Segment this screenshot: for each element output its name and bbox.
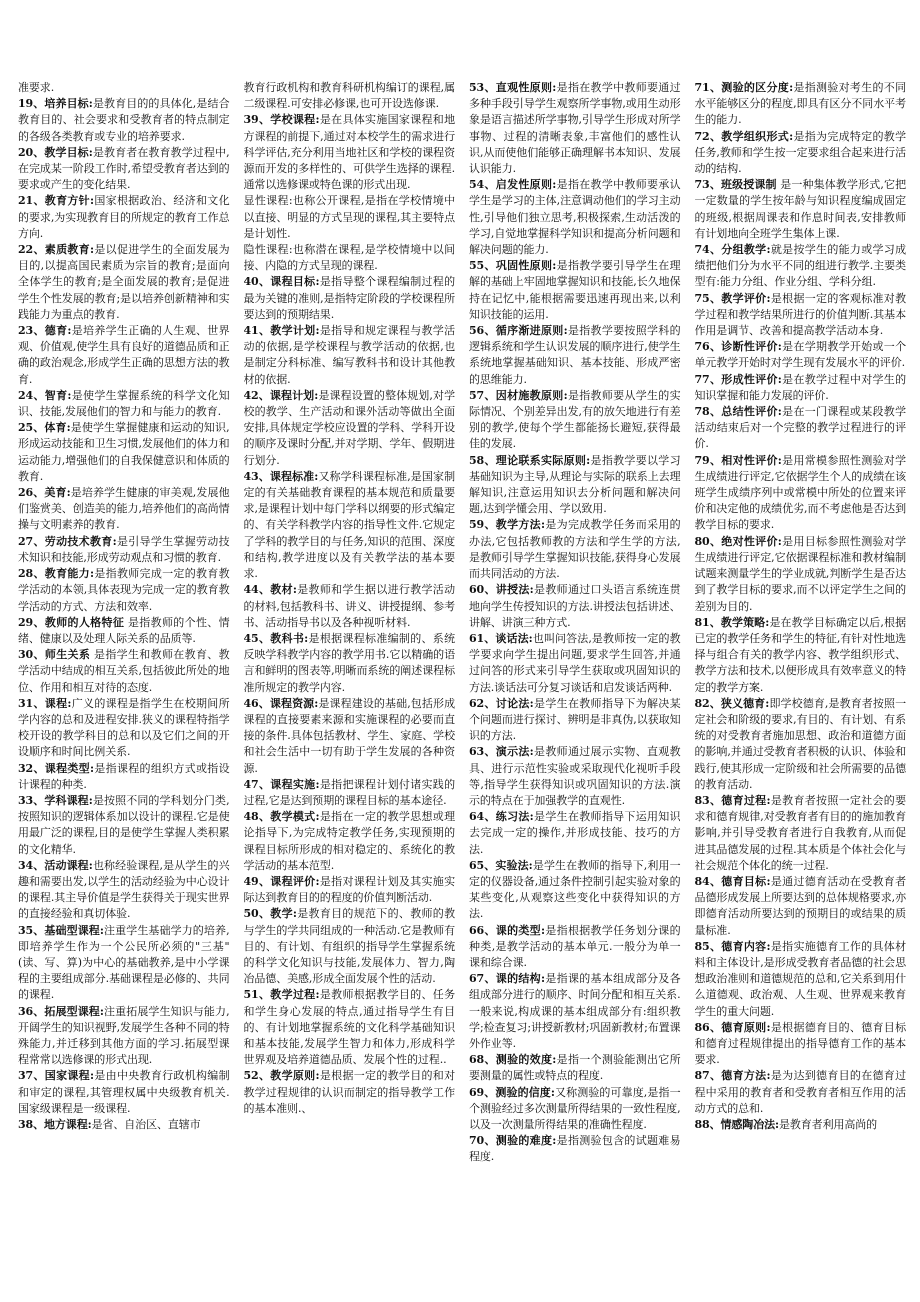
glossary-definition: 是教育者利用高尚的	[778, 1118, 878, 1131]
glossary-entry	[469, 517, 681, 582]
glossary-term: 44、教材:	[243, 583, 297, 597]
glossary-entry	[18, 793, 230, 858]
glossary-term: 30、师生关系	[18, 648, 91, 662]
glossary-entry	[469, 1052, 681, 1084]
glossary-entry	[18, 858, 230, 923]
glossary-term: 64、练习法:	[469, 810, 534, 824]
text-column-2	[244, 80, 456, 1292]
glossary-entry	[469, 971, 681, 1052]
glossary-term: 54、启发性原则:	[469, 178, 557, 192]
glossary-definition: 是指实施德育工作的具体材料和主体设计,是形成受教育者品德的社会思想政治准则和道德规范的总和,它关系到用什么道德观、政治观、人生观、世界观来教育学生的重大问题.	[694, 939, 906, 1018]
glossary-term: 83、德育过程:	[694, 793, 771, 807]
glossary-entry	[244, 874, 456, 906]
glossary-term: 32、课程类型:	[18, 761, 94, 775]
glossary-term: 85、德育内容:	[694, 939, 771, 953]
glossary-definition: 是学生在教师的指导下,利用一定的仪器设备,通过条件控制引起实验对象的某些变化,从观察这些变化中获得知识的方法.	[469, 858, 681, 921]
glossary-definition: 是用常模参照性测验对学生成绩进行评定,它依据学生个人的成绩在该班学生成绩序列中或常模中所处的位置来评价和决定他的成绩优劣,而不考虑他是否达到教学目标的要求.	[694, 453, 906, 532]
glossary-entry	[18, 923, 230, 1004]
glossary-entry	[244, 631, 456, 696]
glossary-term: 61、谈话法:	[469, 631, 533, 645]
glossary-definition: 是指教师要从学生的实际情况、个别差异出发,有的放矢地进行有差别的教学,使每个学生都能扬长避短,获得最佳的发展.	[469, 388, 681, 451]
glossary-term: 88、情感陶冶法:	[694, 1118, 779, 1131]
glossary-entry	[244, 987, 456, 1068]
glossary-term: 52、教学原则:	[243, 1069, 320, 1083]
glossary-definition: 是根据德育目的、德育目标和德育过程规律提出的指导德育工作的基本要求.	[694, 1020, 906, 1067]
glossary-entry	[18, 388, 230, 420]
glossary-term: 74、分组教学:	[694, 243, 771, 257]
glossary-entry	[695, 129, 907, 178]
glossary-definition: 是教育目的规范下的、教师的教与学生的学共同组成的一种活动.它是教师有目的、有计划、有组织的指导学生掌握系统的科学文化知识与技能,发展体力、智力,陶冶品德、美感,形成全面发展个性的活动.	[243, 907, 455, 986]
glossary-term: 62、讨论法:	[469, 696, 534, 710]
glossary-term: 80、绝对性评价:	[694, 534, 782, 548]
glossary-entry	[18, 1004, 230, 1069]
glossary-entry	[18, 242, 230, 323]
glossary-definition: 是根据一定的教学目的和对教学过程规律的认识而制定的指导教学工作的基本准则.、	[243, 1069, 455, 1115]
glossary-term: 38、地方课程:	[18, 1118, 92, 1131]
glossary-definition: 是在教学目标确定以后,根据已定的教学任务和学生的特征,有针对性地选择与组合有关的教学内容、教学组织形式、教学方法和技术,以便形成具有效率意义的特定的教学方案.	[694, 615, 906, 694]
glossary-definition: 是在具体实施国家课程和地方课程的前提下,通过对本校学生的需求进行科学评估,充分利用当地社区和学校的课程资源而开发的多样性的、可供学生选择的课程.通常以选修课或特色课的形式出现.	[243, 113, 455, 192]
glossary-definition: 就是按学生的能力或学习成绩把他们分为水平不同的组进行教学.主要类型有:能力分组、作业分组、学科分组.	[694, 243, 906, 289]
glossary-entry	[244, 696, 456, 777]
glossary-definition: 是指一个测验能测出它所要测量的属性或特点的程度.	[469, 1053, 681, 1083]
glossary-entry	[695, 696, 907, 793]
glossary-term: 70、测验的难度:	[469, 1134, 557, 1148]
glossary-entry	[695, 453, 907, 534]
glossary-term: 50、教学:	[243, 907, 297, 921]
glossary-entry	[244, 777, 456, 809]
glossary-definition: 国家根据政治、经济和文化的要求,为实现教育目的所规定的教育工作总方向.	[18, 194, 230, 240]
glossary-definition: 是根据课程标准编制的、系统反映学科教学内容的教学用书.它以精确的语言和鲜明的图表等,明晰而系统的阐述课程标准所规定的教学内容.	[243, 631, 455, 694]
glossary-entry	[695, 939, 907, 1020]
glossary-entry	[695, 80, 907, 129]
glossary-entry	[469, 858, 681, 923]
glossary-term: 58、理论联系实际原则:	[469, 453, 591, 467]
glossary-definition: 即学校德育,是教育者按照一定社会和阶级的要求,有目的、有计划、有系统的对受教育者施加思想、政治和道德方面的影响,并通过受教育者积极的认识、体验和践行,使其形成一定阶级和社会所需要的品德的教育活动.	[694, 696, 906, 791]
glossary-entry	[18, 566, 230, 615]
glossary-term: 47、课程实施:	[243, 777, 320, 791]
glossary-definition: 是为达到德育目的在德育过程中采用的教育者和受教育者相互作用的活动方式的总和.	[694, 1069, 906, 1115]
glossary-definition: 是教育者按照一定社会的要求和德育规律,对受教育者有目的的施加教育影响,并引导受教育者进行自我教育,从而促进其品德发展的过程.其本质是个体社会化与社会规范个体化的统一过程.	[694, 793, 906, 872]
glossary-definition: 是在一门课程或某段教学活动结束后对一个完整的教学过程进行的评价.	[694, 405, 906, 451]
glossary-entry	[469, 809, 681, 858]
glossary-definition: 是教育目的的具体化,是结合教育目的、社会要求和受教育者的特点制定的各级各类教育或专业的培养要求.	[18, 97, 230, 143]
glossary-definition: 是指为完成特定的教学任务,教师和学生按一定要求组合起来进行活动的结构.	[694, 129, 906, 176]
glossary-term: 82、狭义德育:	[694, 696, 770, 710]
glossary-entry	[244, 242, 456, 274]
glossary-term: 51、教学过程:	[243, 988, 320, 1002]
document-page	[18, 80, 906, 1292]
glossary-term: 40、课程目标:	[243, 275, 320, 289]
glossary-definition: 是使学生掌握系统的科学文化知识、技能,发展他们的智力和与能力的教育.	[18, 388, 230, 419]
glossary-entry	[469, 744, 681, 809]
glossary-entry	[469, 388, 681, 453]
glossary-definition: 注重拓展学生知识与能力,开阔学生的知识视野,发展学生各种不同的特殊能力,并迁移到其他方面的学习.拓展型课程常常以选修课的形式出现.	[18, 1004, 230, 1067]
glossary-term: 49、课程评价:	[243, 874, 320, 888]
glossary-definition: 也称经验课程,是从学生的兴趣和需要出发,以学生的活动经验为中心设计的课程.其主导价值是学生获得关于现实世界的直接经验和真切体验.	[18, 858, 230, 921]
glossary-term: 28、教育能力:	[18, 567, 94, 581]
glossary-entry	[18, 193, 230, 242]
glossary-entry	[469, 1085, 681, 1134]
glossary-entry	[469, 323, 681, 388]
glossary-term: 72、教学组织形式:	[694, 129, 794, 143]
glossary-entry	[244, 469, 456, 582]
glossary-term: 59、教学方法:	[469, 518, 545, 532]
glossary-term: 86、德育原则:	[694, 1020, 771, 1034]
glossary-term: 76、诊断性评价:	[694, 340, 782, 354]
glossary-definition: 是按照不同的学科划分门类,按照知识的逻辑体系加以设计的课程.它是使用最广泛的课程,目的是使学生掌握人类积累的文化精华.	[18, 793, 230, 856]
glossary-entry	[244, 80, 456, 112]
glossary-definition: 是通过德育活动在受教育者品德形成发展上所要达到的总体规格要求,亦即德育活动所要达到的预期目的或结果的质量标准.	[694, 874, 906, 937]
glossary-entry	[18, 696, 230, 761]
glossary-definition: 是培养学生正确的人生观、世界观、价值观,使学生具有良好的道德品质和正确的政治观念,形成学生正确的思想方法的教育.	[18, 324, 230, 386]
glossary-definition: 是指在教学中教师要通过多种手段引导学生观察所学事物,或用生动形象是语言描述所学事物,引导学生形成对所学事物、过程的清晰表象,丰富他们的感性认识,从而使他们能够正确理解书本知识、发展认识能力.	[469, 81, 681, 176]
glossary-definition: 隐性课程:也称潜在课程,是学校情境中以间接、内隐的方式呈现的课程.	[243, 243, 455, 273]
glossary-entry	[695, 615, 907, 696]
glossary-entry	[18, 761, 230, 793]
glossary-entry	[695, 793, 907, 874]
glossary-term: 75、教学评价:	[694, 291, 771, 305]
glossary-term: 81、教学策略:	[694, 615, 770, 629]
glossary-entry	[695, 339, 907, 371]
glossary-definition: 是一种集体教学形式,它把一定数量的学生按年龄与知识程度编成固定的班级,根据周课表和作息时间表,安排教师有计划地向全班学生集体上课.	[694, 178, 906, 240]
glossary-definition: 是教师通过展示实物、直观教具、进行示范性实验或采取现代化视听手段等,指导学生获得知识或巩固知识的方法.演示的特点在于加强教学的直观性.	[469, 745, 681, 807]
glossary-term: 41、教学计划:	[243, 324, 320, 338]
glossary-entry	[244, 193, 456, 242]
glossary-entry	[469, 177, 681, 258]
glossary-entry	[18, 96, 230, 145]
glossary-entry	[18, 1117, 230, 1133]
glossary-definition: 是培养学生健康的审美观,发展他们鉴赏美、创造美的能力,培养他们的高尚情操与文明素养的教育.	[18, 486, 230, 532]
glossary-entry	[469, 453, 681, 518]
glossary-entry	[244, 274, 456, 323]
glossary-definition: 是指根据教学任务划分课的种类,是教学活动的基本单元.一般分为单一课和综合课.	[469, 923, 681, 969]
glossary-entry	[695, 242, 907, 291]
glossary-term: 23、德育:	[18, 324, 72, 338]
glossary-term: 24、智育:	[18, 388, 72, 402]
glossary-definition: 是学生在教师指导下为解决某个问题而进行探讨、辨明是非真伪,以获取知识的方法.	[469, 696, 681, 743]
glossary-definition: 也叫问答法,是教师按一定的教学要求向学生提出问题,要求学生回答,并通过问答的形式来引导学生获取或巩固知识的方法.谈话法可分复习谈话和启发谈话两种.	[469, 631, 681, 694]
glossary-term: 60、讲授法:	[469, 583, 534, 597]
glossary-definition: 是根据一定的客观标准对教学过程和教学结果所进行的价值判断.其基本作用是调节、改善和提高教学活动本身.	[694, 291, 906, 338]
glossary-term: 48、教学模式:	[243, 810, 320, 824]
glossary-definition: 准要求.	[18, 81, 55, 94]
glossary-definition: 注重学生基础学力的培养,即培养学生作为一个公民所必须的"三基"(读、写、算)为中心的基础教养,是中小学课程的主要组成部分.基础课程是必修的、共同的课程.	[18, 923, 230, 1002]
glossary-definition: 是指教学要按照学科的逻辑系统和学生认识发展的顺序进行,使学生系统地掌握基础知识、基本技能、形成严密的思维能力.	[469, 324, 681, 386]
glossary-definition: 是指教师完成一定的教育教学活动的本领,具体表现为完成一定的教育教学活动的方式、方法和效率.	[18, 567, 230, 613]
glossary-entry	[695, 1020, 907, 1069]
glossary-term: 29、教师的人格特征	[18, 615, 125, 629]
glossary-term: 46、课程资源:	[243, 696, 319, 710]
glossary-entry	[469, 631, 681, 696]
glossary-entry	[469, 80, 681, 177]
glossary-term: 79、相对性评价:	[694, 453, 782, 467]
glossary-entry	[18, 1068, 230, 1117]
glossary-term: 53、直观性原则:	[469, 81, 557, 94]
glossary-entry	[695, 404, 907, 453]
glossary-term: 45、教科书:	[243, 631, 309, 645]
glossary-entry	[244, 809, 456, 874]
glossary-definition: 教育行政机构和教育科研机构编订的课程,属二级课程.可安排必修课,也可开设选修课.	[243, 81, 455, 111]
glossary-term: 84、德育目标:	[694, 874, 771, 888]
glossary-definition: 是指课程的组织方式或指设计课程的种类.	[18, 761, 230, 791]
text-column-1	[18, 80, 230, 1292]
glossary-term: 66、课的类型:	[469, 923, 545, 937]
glossary-term: 21、教育方针:	[18, 194, 94, 208]
glossary-term: 26、美育:	[18, 486, 71, 500]
glossary-term: 65、实验法:	[469, 858, 533, 872]
glossary-term: 34、活动课程:	[18, 858, 93, 872]
glossary-term: 35、基础型课程:	[18, 923, 104, 937]
glossary-term: 77、形成性评价:	[694, 372, 782, 386]
glossary-term: 73、班级授课制	[694, 178, 777, 192]
glossary-definition: 是教师通过口头语言系统连贯地向学生传授知识的方法.讲授法包括讲述、讲解、讲演三种方式.	[469, 583, 681, 629]
glossary-entry	[18, 534, 230, 566]
glossary-entry	[695, 1068, 907, 1117]
glossary-term: 31、课程:	[18, 696, 72, 710]
glossary-definition: 是指测验对考生的不同水平能够区分的程度,即具有区分不同水平考生的能力.	[694, 81, 906, 127]
glossary-definition: 是课程设置的整体规划,对学校的教学、生产活动和课外活动等做出全面安排,具体规定学校应设置的学科、学科开设的顺序及课时分配,并对学期、学年、假期进行划分.	[243, 388, 455, 467]
glossary-entry	[18, 80, 230, 96]
glossary-term: 36、拓展型课程:	[18, 1004, 104, 1018]
glossary-entry	[695, 1117, 907, 1133]
glossary-entry	[695, 874, 907, 939]
glossary-term: 57、因材施教原则:	[469, 388, 568, 402]
glossary-entry	[18, 485, 230, 534]
glossary-definition: 是指教师的个性、情绪、健康以及处理人际关系的品质等.	[18, 615, 230, 645]
glossary-term: 37、国家课程:	[18, 1069, 94, 1083]
glossary-entry	[695, 534, 907, 615]
glossary-entry	[18, 615, 230, 647]
glossary-entry	[18, 323, 230, 388]
glossary-definition: 是使学生掌握健康和运动的知识,形成运动技能和卫生习惯,发展他们的体力和运动能力,增强他们的自我保健意识和体质的教育.	[18, 421, 230, 483]
glossary-definition: 是用目标参照性测验对学生成绩进行评定,它依据课程标准和教材编制试题来测量学生的学业成就,判断学生是否达到了教学目标的要求,而不以评定学生之间的差别为目的.	[694, 534, 906, 613]
glossary-definition: 是指课的基本组成部分及各组成部分进行的顺序、时间分配和相互关系.一般来说,构成课的基本组成部分有:组织教学;检查复习;讲授新教材;巩固新教材;布置课外作业等.	[469, 972, 681, 1050]
glossary-definition: 是指教学要引导学生在理解的基础上牢固地掌握知识和技能,长久地保持在记忆中,能根据需要迅速再现出来,以利知识技能的运用.	[469, 259, 681, 321]
glossary-term: 71、测验的区分度:	[694, 81, 794, 94]
glossary-entry	[469, 696, 681, 745]
glossary-term: 19、培养目标:	[18, 97, 93, 111]
glossary-entry	[469, 923, 681, 972]
text-column-3	[469, 80, 681, 1292]
glossary-term: 33、学科课程:	[18, 793, 93, 807]
glossary-term: 63、演示法:	[469, 745, 534, 759]
glossary-term: 42、课程计划:	[243, 388, 319, 402]
glossary-entry	[244, 323, 456, 388]
glossary-definition: 显性课程:也称公开课程,是指在学校情境中以直接、明显的方式呈现的课程,其主要特点是计划性.	[243, 194, 455, 240]
glossary-term: 68、测验的效度:	[469, 1053, 557, 1067]
glossary-definition: 是指导和规定课程与教学活动的依据,是学校课程与教学活动的依据,也是制定分科标准、编写教科书和设计其他教材的依据.	[243, 324, 455, 386]
glossary-definition: 是在教学过程中对学生的知识掌握和能力发展的评价.	[694, 372, 906, 402]
glossary-definition: 是学生在教师指导下运用知识去完成一定的操作,并形成技能、技巧的方法.	[469, 810, 681, 856]
glossary-entry	[244, 388, 456, 469]
glossary-definition: 是教育者在教育教学过程中,在完成某一阶段工作时,希望受教育者达到的要求或产生的变化结果.	[18, 145, 230, 192]
glossary-definition: 是指测验包含的试题难易程度.	[469, 1134, 681, 1164]
glossary-entry	[244, 906, 456, 987]
glossary-definition: 又称测验的可靠度,是指一个测验经过多次测量所得结果的一致性程度,以及一次测量所得结果的准确性程度.	[469, 1085, 681, 1131]
glossary-definition: 是教师和学生据以进行教学活动的材料,包括教科书、讲义、讲授提纲、参考书、活动指导书以及各种视听材料.	[243, 583, 455, 629]
glossary-entry	[244, 112, 456, 193]
glossary-definition: 是指学生和教师在教育、教学活动中结成的相互关系,包括彼此所处的地位、作用和相互对待的态度.	[18, 648, 230, 694]
glossary-entry	[469, 582, 681, 631]
glossary-definition: 是指在一定的教学思想或理论指导下,为完成特定教学任务,实现预期的课程目标所形成的相对稳定的、系统化的教学活动的基本范型.	[243, 810, 455, 872]
glossary-term: 69、测验的信度:	[469, 1085, 555, 1099]
glossary-term: 22、素质教育:	[18, 243, 94, 257]
glossary-entry	[244, 582, 456, 631]
glossary-entry	[18, 145, 230, 194]
glossary-entry	[695, 291, 907, 340]
glossary-entry	[695, 372, 907, 404]
glossary-term: 78、总结性评价:	[694, 405, 782, 419]
glossary-definition: 是引导学生掌握劳动技术知识和技能,形成劳动观点和习惯的教育.	[18, 534, 230, 564]
glossary-term: 67、课的结构:	[469, 972, 545, 986]
glossary-term: 43、课程标准:	[243, 469, 319, 483]
glossary-entry	[18, 420, 230, 485]
glossary-definition: 是指对课程计划及其实施实际达到教育目的的程度的价值判断活动.	[243, 874, 455, 905]
glossary-term: 27、劳动技术教育:	[18, 534, 117, 548]
glossary-definition: 是在学期教学开始或一个单元教学开始时对学生现有发展水平的评价.	[694, 340, 906, 370]
glossary-definition: 是省、自治区、直辖市	[91, 1118, 201, 1131]
glossary-definition: 广义的课程是指学生在校期间所学内容的总和及进程安排.狭义的课程特指学校开设的教学科目的总和以及它们之间的开设顺序和时间比例关系.	[18, 696, 230, 759]
glossary-term: 87、德育方法:	[694, 1069, 771, 1083]
glossary-entry	[695, 177, 907, 242]
glossary-definition: 是指教学要以学习基础知识为主导,从理论与实际的联系上去理解知识,注意运用知识去分析问题和解决问题,达到学懂会用、学以致用.	[469, 453, 681, 516]
glossary-definition: 是课程建设的基础,包括形成课程的直接要素来源和实施课程的必要而直接的条件.具体包括教材、学生、家庭、学校和社会生活中一切有助于学生发展的各种资源.	[243, 696, 455, 775]
text-column-4	[695, 80, 907, 1292]
glossary-definition: 是为完成教学任务而采用的办法,它包括教师教的方法和学生学的方法,是教师引导学生掌握知识技能,获得身心发展而共同活动的方法.	[469, 518, 681, 581]
glossary-entry	[244, 1068, 456, 1117]
glossary-definition: 是指在教学中教师要承认学生是学习的主体,注意调动他们的学习主动性,引导他们独立思考,积极探索,生动活泼的学习,自觉地掌握科学知识和提高分析问题和解决问题的能力.	[469, 178, 681, 257]
glossary-entry	[18, 647, 230, 696]
glossary-term: 25、体育:	[18, 421, 71, 435]
glossary-definition: 是以促进学生的全面发展为目的,以提高国民素质为宗旨的教育;是面向全体学生的教育;是全面发展的教育;是促进学生个性发展的教育;是以培养创新精神和实践能力为重点的教育.	[18, 243, 230, 321]
glossary-definition: 又称学科课程标准,是国家制定的有关基础教育课程的基本规范和质量要求,是课程计划中每门学科以纲要的形式编定的、有关学科教学内容的指导性文件.它规定了学科的教学目的与任务,知识的范围、深度和结构,教学进度以及有关教学法的基本要求.	[243, 469, 455, 581]
glossary-definition: 是指把课程计划付诸实践的过程,它是达到预期的课程目标的基本途径.	[243, 777, 455, 807]
glossary-definition: 是教师根据教学目的、任务和学生身心发展的特点,通过指导学生有目的、有计划地掌握系统的文化科学基础知识和基本技能,发展学生智力和体力,形成科学世界观及培养道德品质、发展个性的过程..	[243, 988, 455, 1067]
glossary-term: 20、教学目标:	[18, 145, 93, 159]
glossary-definition: 是指导整个课程编制过程的最为关键的准则,是指特定阶段的学校课程所要达到的预期结果.	[243, 275, 455, 321]
glossary-entry	[469, 1133, 681, 1165]
glossary-term: 55、巩固性原则:	[469, 259, 557, 273]
glossary-definition: 是由中央教育行政机构编制和审定的课程,其管理权属中央级教育机关.国家级课程是一级课程.	[18, 1069, 230, 1115]
glossary-entry	[469, 258, 681, 323]
glossary-term: 56、循序渐进原则:	[469, 324, 568, 338]
glossary-term: 39、学校课程:	[243, 113, 320, 127]
